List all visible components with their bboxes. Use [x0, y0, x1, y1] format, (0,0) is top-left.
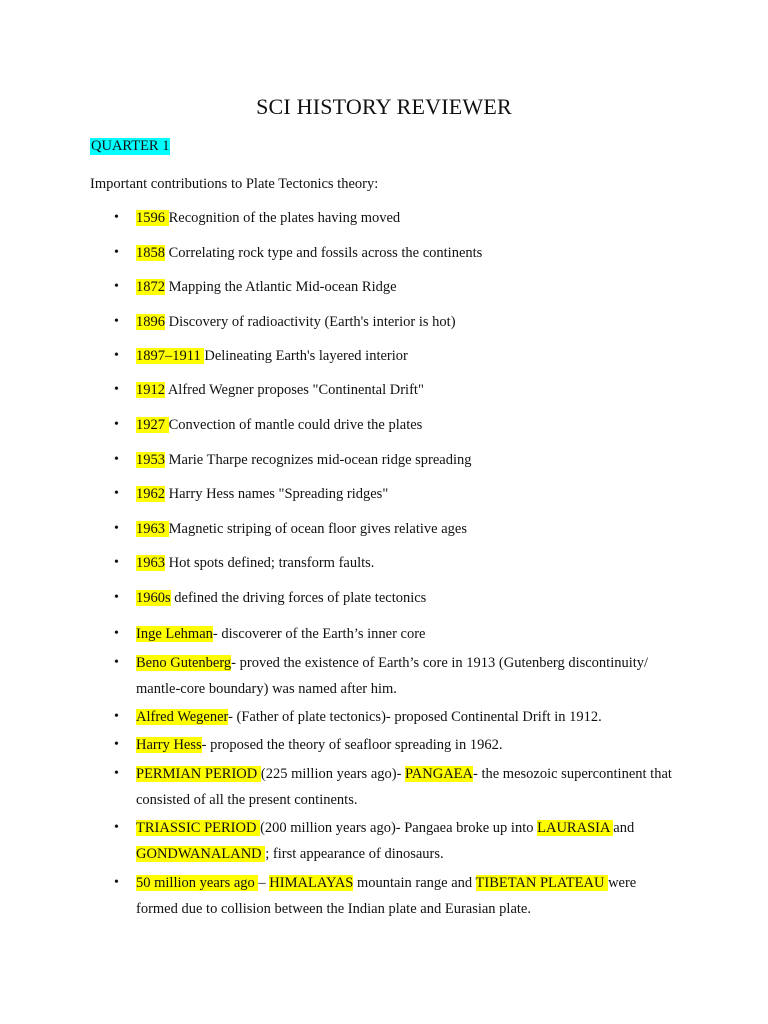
item-text: Delineating Earth's layered interior [204, 348, 408, 364]
item-text: - proposed the theory of seafloor spreading in 1962. [201, 737, 503, 753]
list-item [114, 240, 674, 266]
item-text: Recognition of the plates having moved [168, 210, 401, 226]
bullet: • [114, 279, 119, 294]
highlighted-year: 1953 [136, 452, 165, 468]
bullet: • [114, 210, 119, 225]
highlighted-name: Harry Hess [136, 737, 202, 753]
highlighted-name: Inge Lehman [136, 626, 213, 642]
list-item [114, 447, 674, 473]
highlighted-term: TIBETAN PLATEAU [475, 875, 609, 891]
highlighted-year: 1912 [136, 382, 165, 398]
item-text: defined the driving forces of plate tectonics [170, 590, 427, 606]
list-item [114, 412, 674, 438]
bullet: • [114, 875, 119, 890]
bullet: • [114, 655, 119, 670]
item-text: - (Father of plate tectonics)- proposed Continental Drift in 1912. [228, 709, 602, 725]
item-text: Magnetic striping of ocean floor gives relative ages [168, 521, 467, 537]
quarter-heading: QUARTER 1 [91, 138, 170, 154]
list-item [114, 550, 674, 576]
bullet: • [114, 737, 119, 752]
highlighted-name: Alfred Wegener [136, 709, 229, 725]
item-text: Alfred Wegner proposes "Continental Drift" [165, 382, 424, 398]
item-text: ; first appearance of dinosaurs. [265, 846, 444, 862]
highlighted-year: 1960s [136, 590, 171, 606]
item-text: - discoverer of the Earth’s inner core [212, 626, 426, 642]
bullet: • [114, 382, 119, 397]
list-item [114, 274, 674, 300]
highlighted-year: 1896 [136, 314, 165, 330]
highlighted-name: Beno Gutenberg [136, 655, 232, 671]
list-item [114, 585, 674, 611]
item-text: – [258, 875, 270, 891]
bullet: • [114, 521, 119, 536]
item-text: Marie Tharpe recognizes mid-ocean ridge spreading [165, 452, 472, 468]
item-text: mountain range and [353, 875, 476, 891]
page-title: SCI HISTORY REVIEWER [256, 94, 512, 119]
list-item [114, 343, 674, 369]
highlighted-year: 1897–1911 [136, 348, 205, 364]
list-item [114, 732, 674, 758]
highlighted-year: 1858 [136, 245, 165, 261]
bullet: • [114, 766, 119, 781]
bullet: • [114, 417, 119, 432]
bullet: • [114, 245, 119, 260]
list-item [114, 815, 674, 867]
list-item [114, 309, 674, 335]
list-item [114, 481, 674, 507]
highlighted-term: PANGAEA [405, 766, 473, 782]
highlighted-year: 1963 [136, 521, 169, 537]
item-text: - proved the existence of Earth’s core in 1913 (Gutenberg discontinuity/ mantle-core boundary) was named after him. [136, 655, 649, 697]
bullet: • [114, 486, 119, 501]
highlighted-term: LAURASIA [537, 820, 614, 836]
item-text: Harry Hess names "Spreading ridges" [165, 486, 389, 502]
bullet: • [114, 452, 119, 467]
list-item [114, 650, 674, 702]
bullet: • [114, 314, 119, 329]
item-text: Mapping the Atlantic Mid-ocean Ridge [165, 279, 397, 295]
bullet: • [114, 820, 119, 835]
item-text: (200 million years ago)- Pangaea broke up into [260, 820, 538, 836]
list-item [114, 870, 674, 922]
highlighted-term: HIMALAYAS [269, 875, 354, 891]
highlighted-year: 1962 [136, 486, 165, 502]
bullet: • [114, 626, 119, 641]
highlighted-term: GONDWANALAND [136, 846, 266, 862]
list-item [114, 621, 674, 647]
highlighted-year: 1596 [136, 210, 169, 226]
bullet: • [114, 590, 119, 605]
highlighted-period: TRIASSIC PERIOD [136, 820, 261, 836]
list-item [114, 205, 674, 231]
list-item [114, 704, 674, 730]
highlighted-year: 1872 [136, 279, 165, 295]
bullet: • [114, 555, 119, 570]
list-item [114, 761, 674, 813]
highlighted-period: 50 million years ago [136, 875, 259, 891]
bullet: • [114, 348, 119, 363]
list-item [114, 516, 674, 542]
intro-text: Important contributions to Plate Tectonics theory: [90, 176, 379, 192]
bullet: • [114, 709, 119, 724]
highlighted-year: 1963 [136, 555, 165, 571]
item-text: were formed due to collision between the Indian plate and Eurasian plate. [136, 875, 637, 917]
item-text: (225 million years ago)- [260, 766, 406, 782]
highlighted-period: PERMIAN PERIOD [136, 766, 261, 782]
list-item [114, 377, 674, 403]
item-text: and [613, 820, 635, 836]
item-text: Discovery of radioactivity (Earth's interior is hot) [165, 314, 456, 330]
highlighted-year: 1927 [136, 417, 169, 433]
item-text: Correlating rock type and fossils across the continents [165, 245, 483, 261]
item-text: Convection of mantle could drive the plates [168, 417, 423, 433]
item-text: Hot spots defined; transform faults. [165, 555, 375, 571]
item-text: - the mesozoic supercontinent that consisted of all the present continents. [136, 766, 672, 808]
